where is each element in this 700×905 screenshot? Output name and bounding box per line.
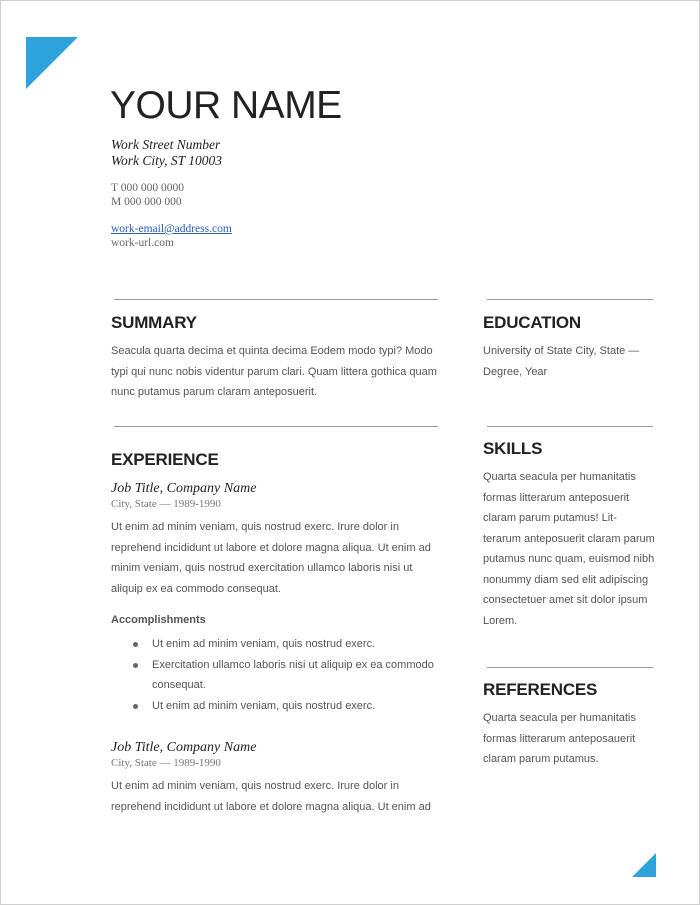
skills-line: formas litterarum anteposuerit bbox=[483, 491, 630, 504]
divider-experience bbox=[114, 426, 438, 427]
bullet-icon bbox=[133, 642, 138, 647]
accomplishments-list bbox=[133, 634, 453, 716]
skills-line: claram parum putamus! Lit- bbox=[483, 512, 617, 524]
list-item bbox=[133, 696, 453, 717]
job-description-line: Ut enim ad minim veniam, quis nostrud exerc. Irure dolor in bbox=[111, 521, 399, 533]
mobile: M 000 000 000 bbox=[111, 196, 182, 208]
list-item bbox=[133, 655, 453, 696]
summary-line: nunc putamus parum claram anteposuerit. bbox=[111, 386, 318, 398]
references-line: Quarta seacula per humanitatis bbox=[483, 712, 636, 724]
job-meta: City, State — 1989-1990 bbox=[111, 498, 221, 510]
skills-line: consectetuer amet sit dolor ipsum bbox=[483, 594, 648, 606]
summary-line: typi qui nunc nobis videntur parum clari. Quam littera gothica quam bbox=[111, 365, 437, 378]
divider-summary bbox=[114, 299, 438, 300]
skills-line: nonummy diam sed elit adipiscing bbox=[483, 573, 649, 586]
summary-line: Seacula quarta decima et quinta decima Eodem modo typi? Modo bbox=[111, 345, 433, 357]
references-line: formas litterarum anteposauerit bbox=[483, 732, 636, 745]
skills-line: putamus nunc quam, euismod nibh bbox=[483, 553, 655, 565]
bullet-icon bbox=[133, 663, 138, 668]
skills-text bbox=[483, 467, 683, 631]
job-description-line: reprehend incididunt ut labore et dolore magna aliqua. Ut enim ad bbox=[111, 800, 431, 813]
education-line: University of State City, State — bbox=[483, 345, 640, 357]
bullet-icon bbox=[133, 704, 138, 709]
job-description-line: minim veniam, quis nostrud exercitation ullamco laboris nisi ut bbox=[111, 562, 413, 574]
references-heading: REFERENCES bbox=[483, 680, 598, 699]
job-meta: City, State — 1989-1990 bbox=[111, 757, 221, 769]
phone-block bbox=[111, 181, 184, 209]
job-description-line: Ut enim ad minim veniam, quis nostrud exerc. Irure dolor in bbox=[111, 780, 399, 792]
education-heading: EDUCATION bbox=[483, 313, 581, 332]
job-description bbox=[111, 776, 451, 817]
corner-triangle-bottom-right bbox=[632, 853, 656, 877]
email-link[interactable]: work-email@address.com bbox=[111, 223, 232, 235]
web-block bbox=[111, 222, 232, 250]
skills-line: terarum anteposuerit claram parum bbox=[483, 532, 655, 545]
corner-triangle-top-left bbox=[26, 37, 78, 89]
list-item-text: Ut enim ad minim veniam, quis nostrud exerc. bbox=[152, 638, 376, 650]
resume-name: YOUR NAME bbox=[110, 84, 342, 127]
job-description-line: reprehend incididunt ut labore et dolore magna aliqua. Ut enim ad bbox=[111, 541, 431, 554]
website-url: work-url.com bbox=[111, 237, 174, 249]
divider-education bbox=[487, 299, 653, 300]
references-line: claram parum putamus. bbox=[483, 753, 599, 765]
divider-skills bbox=[487, 426, 653, 427]
summary-heading: SUMMARY bbox=[111, 313, 197, 332]
telephone: T 000 000 0000 bbox=[111, 182, 184, 194]
address-block bbox=[111, 137, 222, 169]
skills-line: Lorem. bbox=[483, 614, 518, 627]
job-description bbox=[111, 517, 451, 599]
list-item-text: Ut enim ad minim veniam, quis nostrud exerc. bbox=[152, 699, 376, 712]
list-item-text: Exercitation ullamco laboris nisi ut aliquip ex ea commodo bbox=[152, 658, 434, 671]
list-item-text: consequat. bbox=[152, 679, 206, 691]
accomplishments-heading: Accomplishments bbox=[111, 614, 206, 626]
job-description-line: aliquip ex ea commodo consequat. bbox=[111, 582, 281, 595]
job-title: Job Title, Company Name bbox=[111, 740, 257, 755]
city-address: Work City, ST 10003 bbox=[111, 153, 223, 168]
experience-heading: EXPERIENCE bbox=[111, 450, 219, 469]
divider-references bbox=[487, 667, 653, 668]
education-text bbox=[483, 341, 673, 382]
job-title: Job Title, Company Name bbox=[111, 481, 257, 496]
skills-heading: SKILLS bbox=[483, 439, 543, 458]
education-line: Degree, Year bbox=[483, 365, 548, 378]
street-address: Work Street Number bbox=[111, 137, 221, 152]
references-text bbox=[483, 708, 683, 770]
list-item bbox=[133, 634, 453, 655]
skills-line: Quarta seacula per humanitatis bbox=[483, 471, 636, 483]
summary-text bbox=[111, 341, 451, 403]
